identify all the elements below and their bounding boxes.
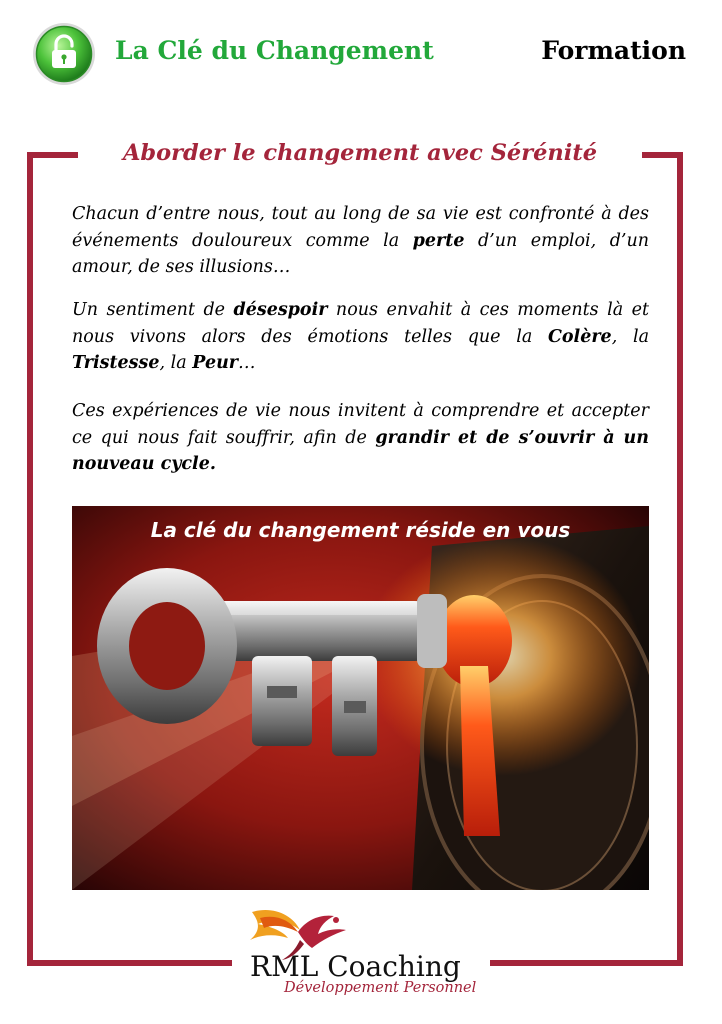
emphasis-text: Colère <box>547 326 612 347</box>
document-title: La Clé du Changement <box>115 36 434 65</box>
paragraph-3 <box>72 398 649 478</box>
photo-illustration <box>72 506 649 890</box>
document-category: Formation <box>541 36 686 65</box>
text-run: Chacun d’entre nous, tout au long de sa vie est confronté à des événements douloureux comme la <box>72 204 649 251</box>
paragraph-2 <box>72 297 649 377</box>
key-in-keyhole-photo <box>72 506 649 890</box>
text-run: d’un emploi, d’un amour, de ses illusions… <box>72 230 649 277</box>
emphasis-text: grandir et de s’ouvrir à un nouveau cycle. <box>72 427 650 474</box>
photo-caption: La clé du changement réside en vous <box>150 518 571 542</box>
emphasis-text: perte <box>412 230 465 251</box>
emphasis-text: Tristesse <box>72 353 160 373</box>
paragraph-1 <box>72 201 649 281</box>
text-run: , la <box>159 353 193 373</box>
text-run: Ces expériences de vie nous invitent à comprendre et accepter ce qui nous fait souffrir, afin de <box>72 401 649 448</box>
logo-brand-name: RML Coaching <box>250 950 461 983</box>
logo-tagline: Développement Personnel <box>284 980 477 996</box>
text-run: nous envahit à ces moments là et nous vivons alors des émotions telles que la <box>72 300 649 347</box>
emphasis-text: Peur <box>192 353 239 373</box>
text-run: … <box>238 353 256 373</box>
rml-coaching-logo <box>232 900 490 1005</box>
text-run: , la <box>611 326 649 347</box>
text-run: Un sentiment de <box>72 300 234 320</box>
section-heading: Aborder le changement avec Sérénité <box>78 134 642 172</box>
lock-icon <box>32 22 96 86</box>
emphasis-text: désespoir <box>233 300 328 320</box>
